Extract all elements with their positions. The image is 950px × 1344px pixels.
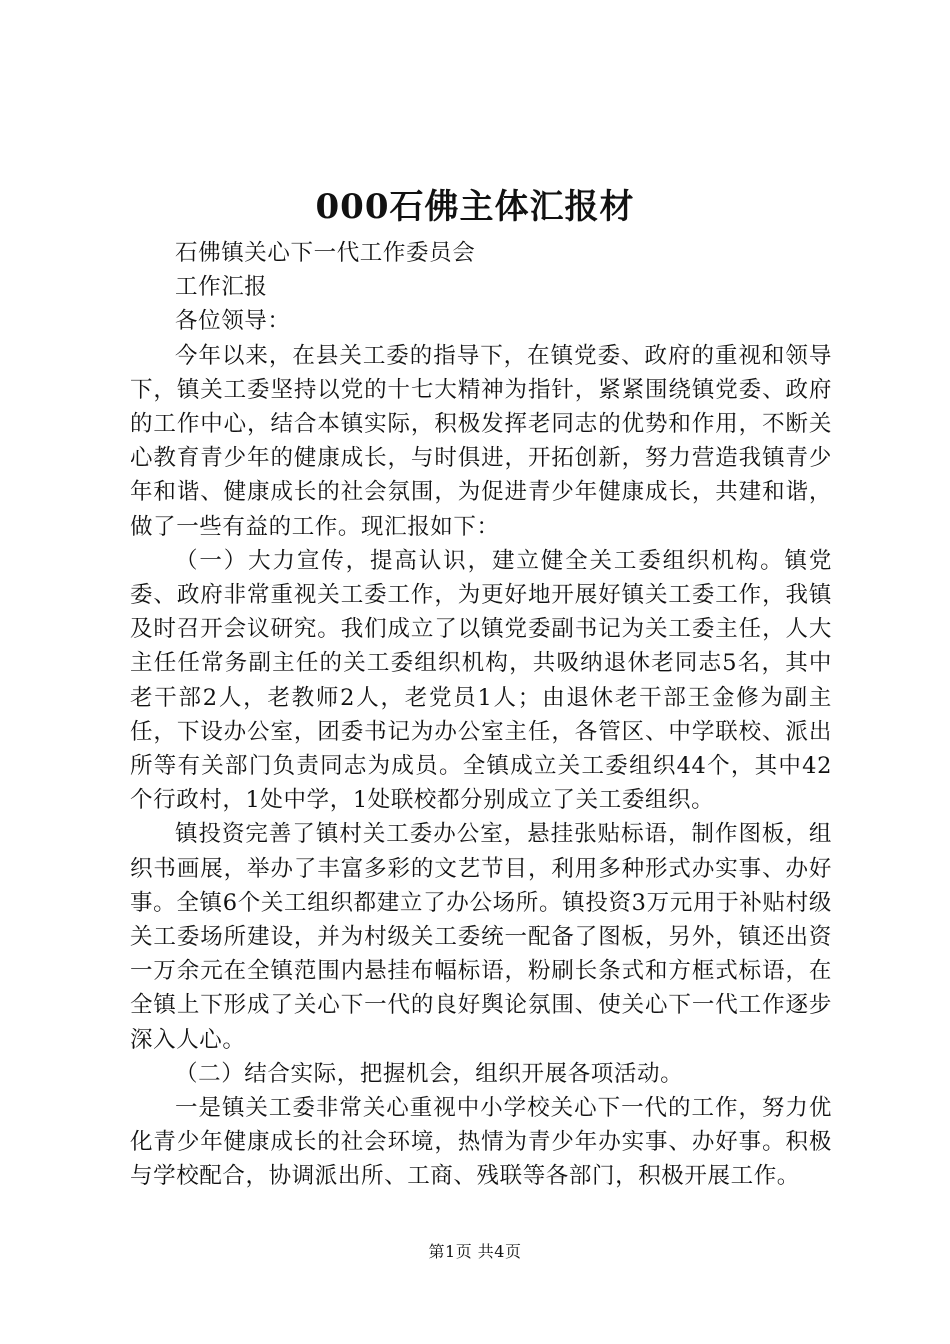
paragraph-section-one: （一）大力宣传，提高认识，建立健全关工委组织机构。镇党委、政府非常重视关工委工作，为更好地开展好镇关工委工作，我镇及时召开会议研究。我们成立了以镇党委副书记为关工委主任，人大主任任常务副主任的关工委组织机构，共吸纳退休老同志5名，其中老干部2人，老教师2人，老党员1人；由退休老干部王金修为副主任，下设办公室，团委书记为办公室主任，各管区、中学联校、派出所等有关部门负责同志为成员。全镇成立关工委组织44个，其中42个行政村，1处中学，1处联校都分别成立了关工委组织。 bbox=[130, 547, 832, 814]
page-footer: 第1页 共4页 bbox=[428, 1242, 522, 1261]
paragraph-investment: 镇投资完善了镇村关工委办公室，悬挂张贴标语，制作图板，组织书画展，举办了丰富多彩的文艺节目，利用多种形式办实事、办好事。全镇6个关工组织都建立了办公场所。镇投资3万元用于补贴村级关工委场所建设，并为村级关工委统一配备了图板，另外，镇还出资一万余元在全镇范围内悬挂布幅标语，粉刷长条式和方框式标语，在全镇上下形成了关心下一代的良好舆论氛围、使关心下一代工作逐步深入人心。 bbox=[130, 821, 832, 1053]
paragraph-section-two-body: 一是镇关工委非常关心重视中小学校关心下一代的工作，努力优化青少年健康成长的社会环境，热情为青少年办实事、办好事。积极与学校配合，协调派出所、工商、残联等各部门，积极开展工作。 bbox=[130, 1095, 832, 1190]
paragraph-salutation: 各位领导： bbox=[175, 308, 291, 335]
paragraph-section-two-heading: （二）结合实际，把握机会，组织开展各项活动。 bbox=[175, 1060, 684, 1087]
paragraph-committee-name: 石佛镇关心下一代工作委员会 bbox=[175, 240, 476, 266]
document-body bbox=[130, 236, 832, 1194]
paragraph-report-label: 工作汇报 bbox=[175, 274, 268, 301]
paragraph-intro: 今年以来，在县关工委的指导下，在镇党委、政府的重视和领导下，镇关工委坚持以党的十七大精神为指针，紧紧围绕镇党委、政府的工作中心，结合本镇实际，积极发挥老同志的优势和作用，不断关心教育青少年的健康成长，与时俱进，开拓创新，努力营造我镇青少年和谐、健康成长的社会氛围，为促进青少年健康成长，共建和谐，做了一些有益的工作。现汇报如下： bbox=[130, 342, 832, 540]
document-title: 000石佛主体汇报材 bbox=[315, 187, 635, 227]
